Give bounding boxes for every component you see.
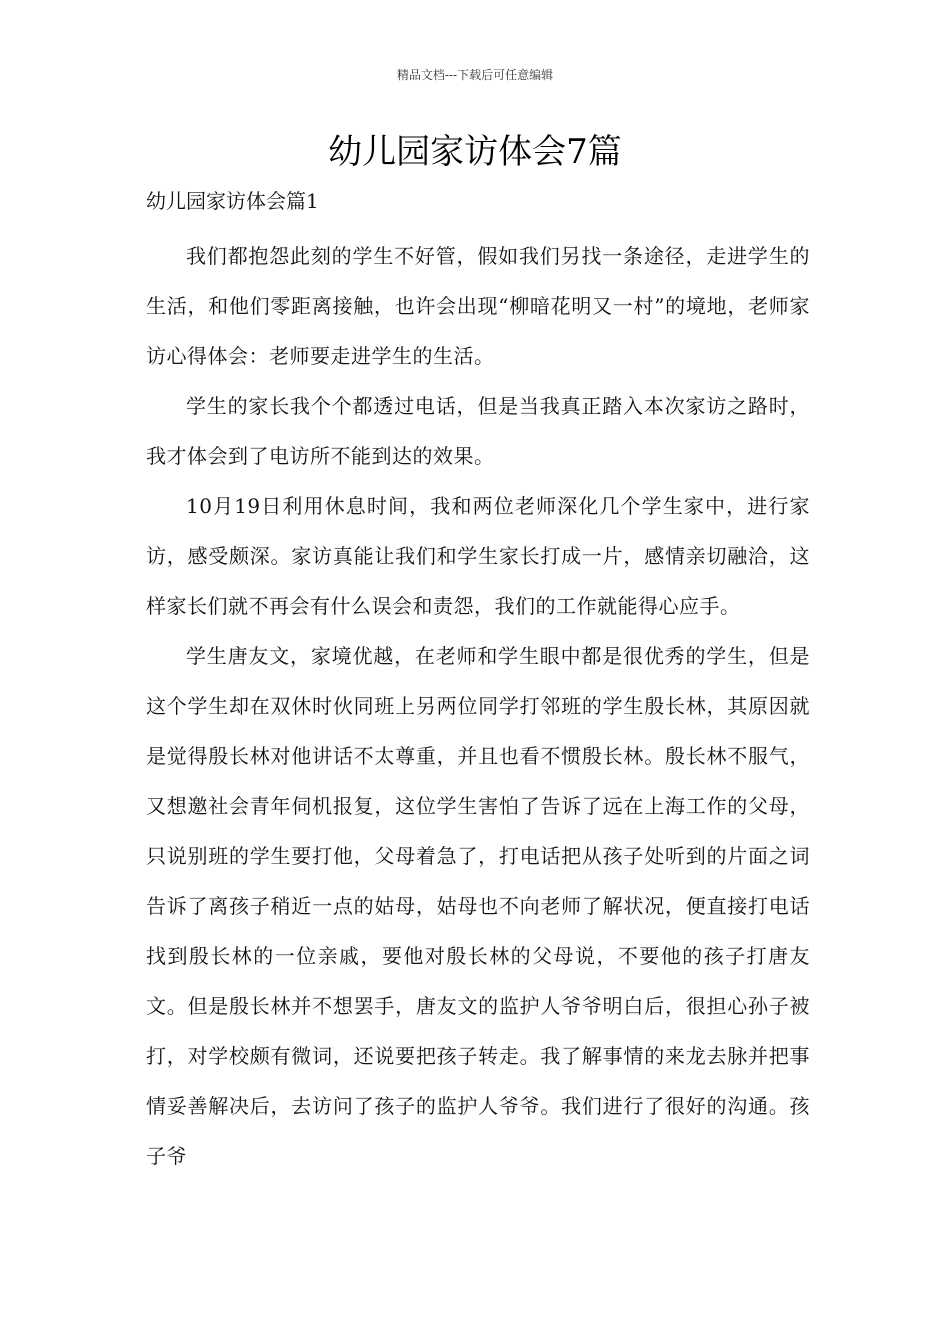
document-title: 幼儿园家访体会7篇 xyxy=(328,132,622,172)
paragraph: 学生唐友文，家境优越，在老师和学生眼中都是很优秀的学生，但是这个学生却在双休时伙同班上另两位同学打邻班的学生殷长林，其原因就是觉得殷长林对他讲话不太尊重，并且也看不惯殷长林。殷长林不服气，又想邀社会青年伺机报复，这位学生害怕了告诉了远在上海工作的父母，只说别班的学生要打他，父母着急了，打电话把从孩子处听到的片面之词告诉了离孩子稍近一点的姑母，姑母也不向老师了解状况，便直接打电话找到殷长林的一位亲戚，要他对殷长林的父母说，不要他的孩子打唐友文。但是殷长林并不想罢手，唐友文的监护人爷爷明白后，很担心孙子被打，对学校颇有微词，还说要把孩子转走。我了解事情的来龙去脉并把事情妥善解决后，去访问了孩子的监护人爷爷。我们进行了很好的沟通。孩子爷 xyxy=(146,644,810,1168)
paragraph: 学生的家长我个个都透过电话，但是当我真正踏入本次家访之路时，我才体会到了电访所不能到达的效果。 xyxy=(146,394,810,468)
section-heading: 幼儿园家访体会篇1 xyxy=(146,189,319,213)
body-text xyxy=(146,231,810,1181)
paragraph: 10月19日利用休息时间，我和两位老师深化几个学生家中，进行家访，感受颇深。家访真能让我们和学生家长打成一片，感情亲切融洽，这样家长们就不再会有什么误会和责怨，我们的工作就能得心应手。 xyxy=(146,494,810,618)
header-note: 精品文档---下载后可任意编辑 xyxy=(396,68,554,82)
paragraph: 我们都抱怨此刻的学生不好管，假如我们另找一条途径，走进学生的生活，和他们零距离接触，也许会出现“柳暗花明又一村”的境地，老师家访心得体会：老师要走进学生的生活。 xyxy=(146,244,810,368)
